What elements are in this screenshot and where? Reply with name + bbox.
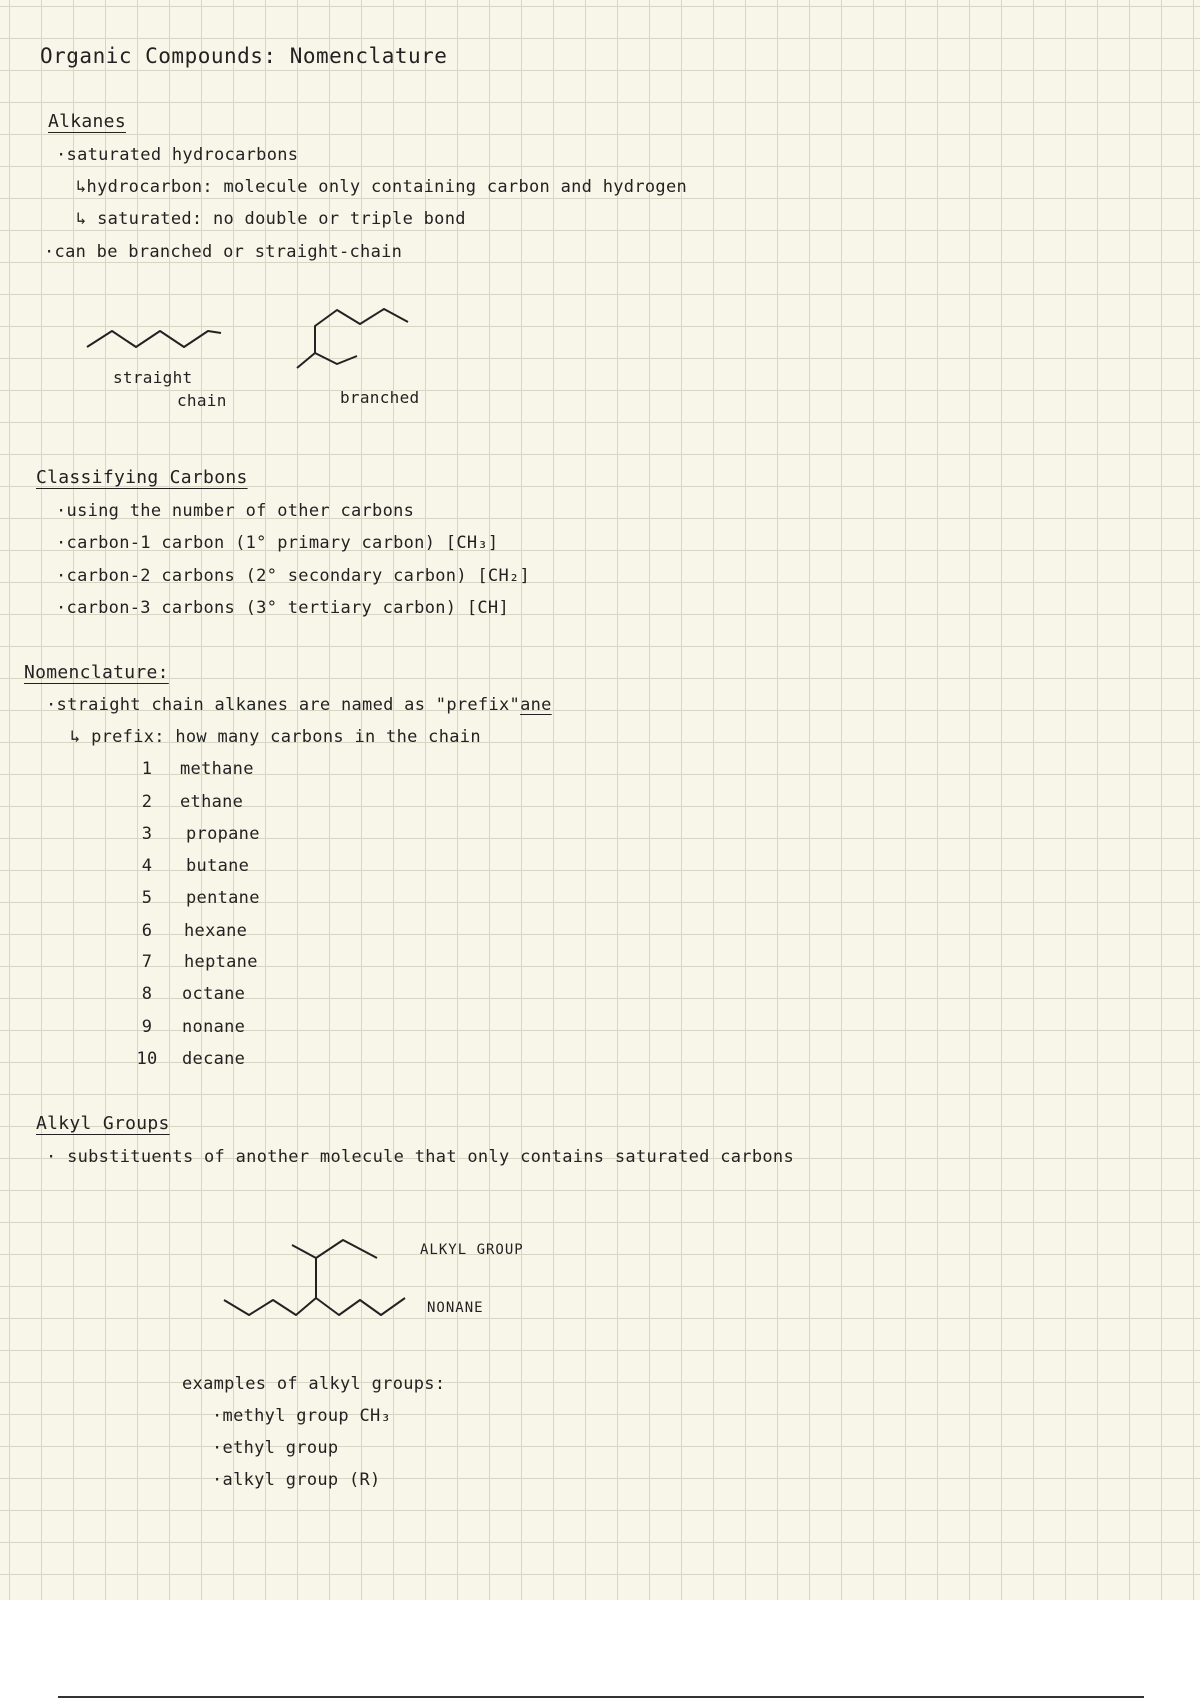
alkyl-example: ·alkyl group (R) — [212, 1470, 381, 1490]
branched-structure-main — [297, 309, 408, 368]
prefix-name: hexane — [184, 921, 248, 941]
prefix-name: decane — [182, 1049, 246, 1069]
prefix-number: 1 — [141, 759, 153, 779]
label-branched: branched — [340, 388, 420, 407]
label-chain: chain — [177, 391, 227, 410]
alkyl-bullet: · substituents of another molecule that only contains saturated carbons — [46, 1147, 794, 1167]
prefix-number: 8 — [141, 984, 153, 1004]
page-title: Organic Compounds: Nomenclature — [40, 44, 448, 68]
classifying-line: ·carbon-1 carbon (1° primary carbon) [CH₃] — [56, 533, 499, 553]
alkyl-group-branches — [292, 1240, 377, 1258]
classifying-line: ·using the number of other carbons — [56, 501, 415, 521]
alkanes-bullet-branched: ·can be branched or straight-chain — [44, 242, 403, 262]
alkanes-heading: Alkanes — [48, 111, 126, 132]
alkanes-sub-hydrocarbon: ↳hydrocarbon: molecule only containing carbon and hydrogen — [76, 177, 688, 197]
prefix-number: 7 — [141, 952, 153, 972]
alkyl-heading: Alkyl Groups — [36, 1113, 170, 1134]
prefix-number: 5 — [141, 888, 153, 908]
classifying-heading: Classifying Carbons — [36, 467, 248, 488]
straight-chain-structure — [87, 331, 221, 347]
alkanes-bullet-saturated: ·saturated hydrocarbons — [56, 145, 299, 165]
prefix-name: ethane — [180, 792, 244, 812]
alkyl-examples-title: examples of alkyl groups: — [182, 1374, 446, 1394]
alkanes-sub-saturated: ↳ saturated: no double or triple bond — [76, 209, 466, 229]
prefix-number: 10 — [136, 1049, 158, 1069]
prefix-name: methane — [180, 759, 254, 779]
prefix-name: pentane — [186, 888, 260, 908]
label-nonane: NONANE — [427, 1300, 484, 1316]
nonane-chain-structure — [224, 1298, 405, 1315]
label-alkyl-group: ALKYL GROUP — [420, 1242, 524, 1258]
prefix-name: propane — [186, 824, 260, 844]
nomenclature-rule-suffix: ane — [520, 695, 552, 715]
label-straight: straight — [113, 368, 193, 387]
prefix-name: heptane — [184, 952, 258, 972]
prefix-number: 4 — [141, 856, 153, 876]
prefix-name: nonane — [182, 1017, 246, 1037]
nomenclature-rule — [46, 695, 552, 715]
classifying-line: ·carbon-3 carbons (3° tertiary carbon) [CH] — [56, 598, 509, 618]
classifying-line: ·carbon-2 carbons (2° secondary carbon) [CH₂] — [56, 566, 531, 586]
alkyl-example: ·ethyl group — [212, 1438, 339, 1458]
branched-structure-branch — [315, 353, 357, 364]
prefix-name: butane — [186, 856, 250, 876]
nomenclature-rule-text: ·straight chain alkanes are named as "prefix" — [46, 695, 521, 715]
prefix-number: 9 — [141, 1017, 153, 1037]
prefix-number: 2 — [141, 792, 153, 812]
prefix-number: 6 — [141, 921, 153, 941]
prefix-number: 3 — [141, 824, 153, 844]
alkyl-example: ·methyl group CH₃ — [212, 1406, 392, 1426]
nomenclature-sub-prefix: ↳ prefix: how many carbons in the chain — [70, 727, 481, 747]
page-footer-rule — [58, 1696, 1144, 1698]
nomenclature-heading: Nomenclature: — [24, 662, 169, 683]
prefix-name: octane — [182, 984, 246, 1004]
